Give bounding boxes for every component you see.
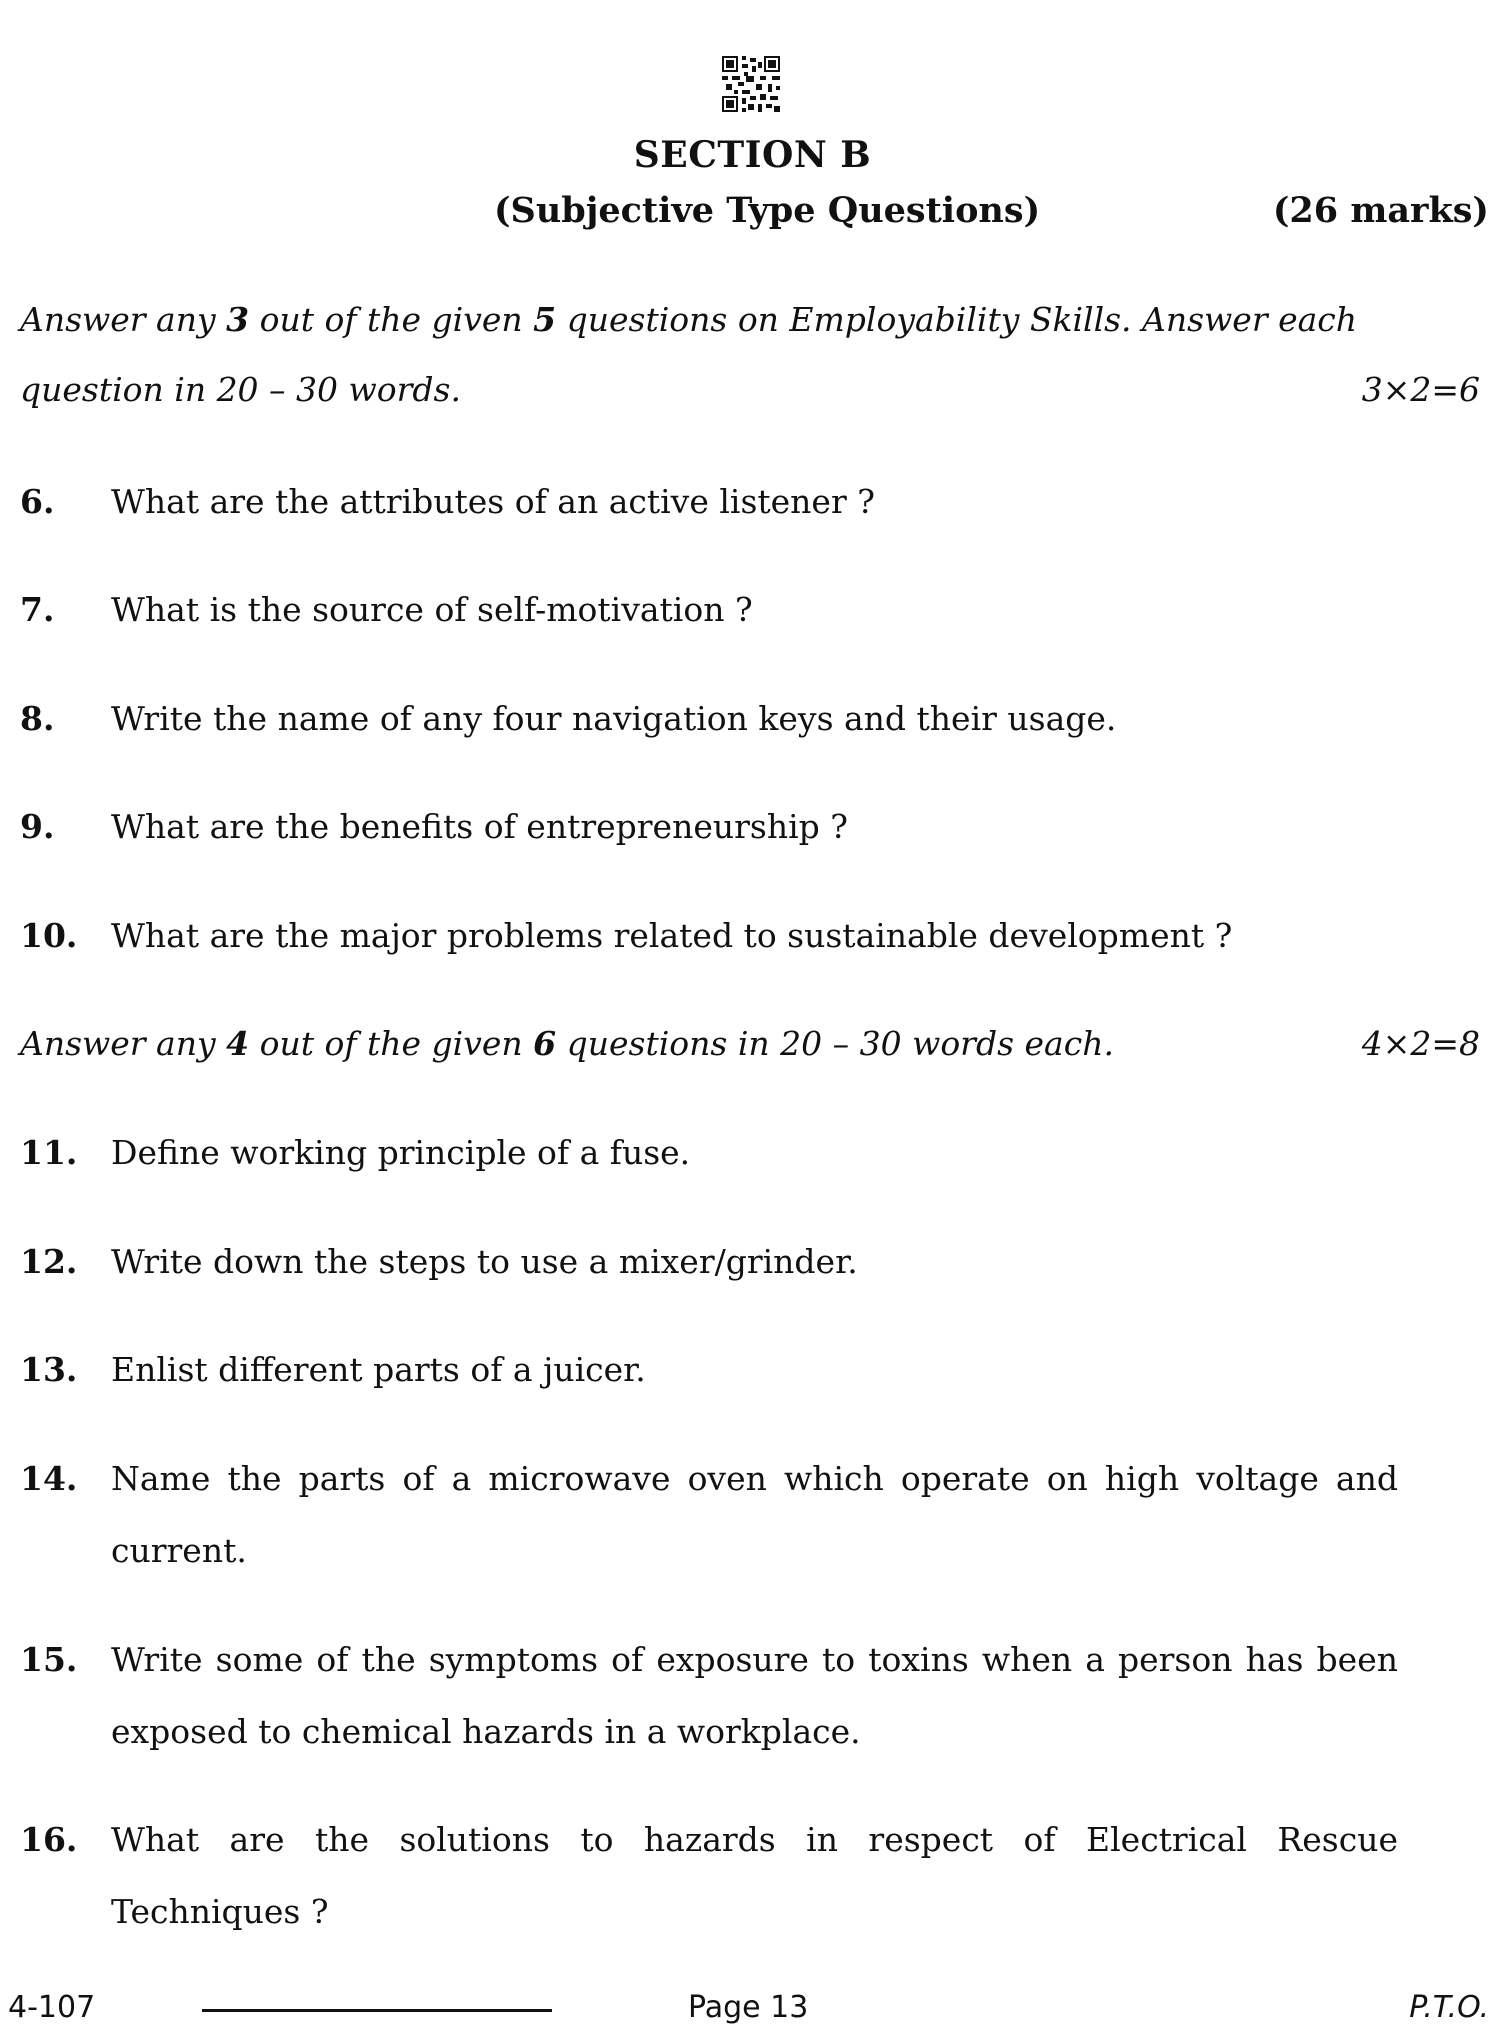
instruction-marks: 3×2=6	[1361, 370, 1480, 409]
instruction-block	[20, 1009, 1480, 1079]
footer-rule	[202, 2009, 552, 2012]
question-text: Enlist different parts of a juicer.	[111, 1350, 646, 1389]
pto-label: P.T.O.	[1409, 1990, 1489, 2025]
question-item	[20, 1226, 1398, 1298]
paper-code: 4-107	[8, 1990, 96, 2025]
question-item	[20, 1804, 1398, 1948]
question-number: 13.	[20, 1350, 78, 1389]
question-number: 6.	[20, 482, 55, 521]
question-text: Write down the steps to use a mixer/grinder.	[111, 1242, 858, 1281]
question-number: 9.	[20, 807, 55, 846]
page-number: Page 13	[688, 1990, 809, 2025]
question-number: 15.	[20, 1640, 78, 1679]
question-text: Write some of the symptoms of exposure to toxins when a person has been exposed to chemical hazards in a workplace.	[111, 1640, 1398, 1751]
instruction-marks: 4×2=8	[1361, 1024, 1480, 1063]
question-item	[20, 1624, 1398, 1768]
instruction-line: question in 20 – 30 words. 3×2=6	[20, 355, 1480, 425]
section-marks: (26 marks)	[1272, 190, 1489, 231]
question-item	[20, 574, 1398, 646]
question-item	[20, 1117, 1398, 1189]
question-text: What are the benefits of entrepreneurship ?	[111, 807, 848, 846]
question-text: What is the source of self-motivation ?	[111, 590, 753, 629]
question-number: 11.	[20, 1133, 78, 1172]
question-item	[20, 466, 1398, 538]
question-item	[20, 683, 1398, 755]
question-number: 12.	[20, 1242, 78, 1281]
question-item	[20, 900, 1398, 972]
question-item	[20, 1443, 1398, 1587]
instruction-block	[20, 285, 1480, 425]
question-text: Name the parts of a microwave oven which operate on high voltage and current.	[111, 1459, 1398, 1570]
instruction-line: Answer any 4 out of the given 6 questions in 20 – 30 words each. 4×2=8	[20, 1009, 1480, 1079]
question-number: 10.	[20, 916, 78, 955]
question-number: 16.	[20, 1820, 78, 1859]
question-number: 7.	[20, 590, 55, 629]
section-subtitle-row	[0, 186, 1505, 236]
page-footer	[0, 1985, 1505, 2031]
question-text: Write the name of any four navigation keys and their usage.	[111, 699, 1117, 738]
question-text: What are the major problems related to sustainable development ?	[111, 916, 1233, 955]
section-subtitle: (Subjective Type Questions)	[494, 190, 1041, 231]
question-text: Define working principle of a fuse.	[111, 1133, 691, 1172]
section-title: SECTION B	[633, 134, 872, 176]
qr-code-icon	[722, 56, 780, 112]
question-number: 14.	[20, 1459, 78, 1498]
question-text: What are the attributes of an active listener ?	[111, 482, 875, 521]
question-item	[20, 1334, 1398, 1406]
question-text: What are the solutions to hazards in respect of Electrical Rescue Techniques ?	[111, 1820, 1398, 1931]
question-number: 8.	[20, 699, 55, 738]
instruction-line: Answer any 3 out of the given 5 questions on Employability Skills. Answer each	[20, 300, 1358, 339]
question-item	[20, 791, 1398, 863]
